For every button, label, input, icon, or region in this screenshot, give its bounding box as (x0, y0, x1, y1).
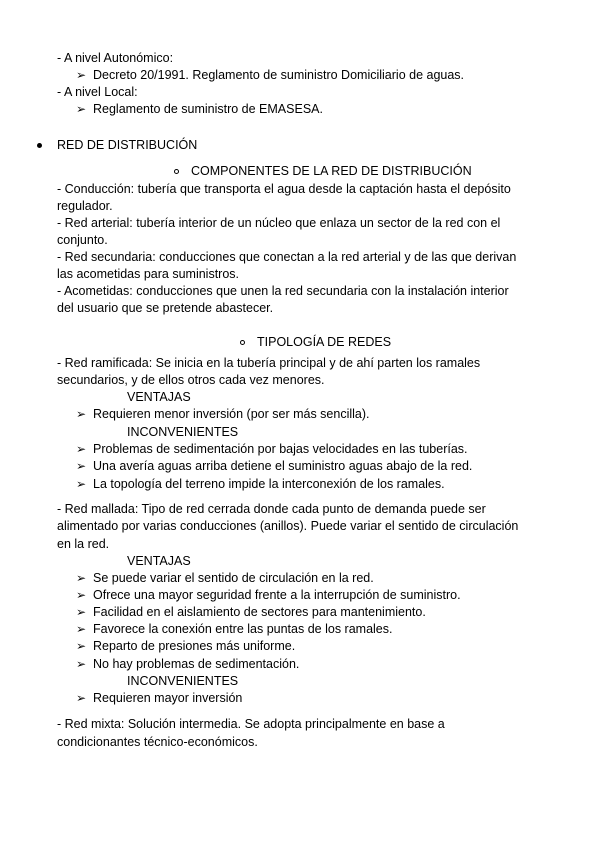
mallada-desc: alimentado por varias conducciones (anillos). Puede variar el sentido de circulación (57, 519, 519, 533)
mallada-desc: - Red mallada: Tipo de red cerrada donde cada punto de demanda puede ser (57, 502, 486, 516)
component-line: - Conducción: tubería que transporta el agua desde la captación hasta el depósito (57, 182, 511, 196)
component-line: - Red arterial: tubería interior de un núcleo que enlaza un sector de la red con el (57, 216, 501, 230)
arrow-bullet-icon: ➢ (76, 407, 87, 421)
ventaja-item: Favorece la conexión entre las puntas de los ramales. (93, 622, 393, 636)
ventaja-item: Reparto de presiones más uniforme. (93, 639, 296, 653)
circle-bullet-icon (240, 340, 245, 345)
arrow-bullet-icon: ➢ (76, 68, 87, 82)
arrow-bullet-icon: ➢ (76, 588, 87, 602)
typology-heading: TIPOLOGÍA DE REDES (257, 335, 392, 349)
arrow-bullet-icon: ➢ (76, 605, 87, 619)
ramificada-desc: secundarios, y de ellos otros cada vez menores. (57, 373, 325, 387)
local-label: - A nivel Local: (57, 85, 138, 99)
ventaja-item: No hay problemas de sedimentación. (93, 657, 300, 671)
component-line: - Acometidas: conducciones que unen la red secundaria con la instalación interior (57, 284, 509, 298)
ventajas-label: VENTAJAS (127, 390, 191, 404)
component-line: las acometidas para suministros. (57, 267, 240, 281)
component-line: del usuario que se pretende abastecer. (57, 301, 274, 315)
inconveniente-item: Requieren mayor inversión (93, 691, 243, 705)
local-item: Reglamento de suministro de EMASESA. (93, 102, 323, 116)
component-line: - Red secundaria: conducciones que conectan a la red arterial y de las que derivan (57, 250, 517, 264)
arrow-bullet-icon: ➢ (76, 691, 87, 705)
inconvenientes-label: INCONVENIENTES (127, 425, 239, 439)
arrow-bullet-icon: ➢ (76, 622, 87, 636)
mixta-desc: condicionantes técnico-económicos. (57, 735, 258, 749)
autonomico-item: Decreto 20/1991. Reglamento de suministro Domiciliario de aguas. (93, 68, 465, 82)
ventaja-item: Ofrece una mayor seguridad frente a la interrupción de suministro. (93, 588, 461, 602)
ventaja-item: Facilidad en el aislamiento de sectores para mantenimiento. (93, 605, 426, 619)
inconveniente-item: Problemas de sedimentación por bajas velocidades en las tuberías. (93, 442, 468, 456)
autonomico-label: - A nivel Autonómico: (57, 51, 174, 65)
arrow-bullet-icon: ➢ (76, 571, 87, 585)
arrow-bullet-icon: ➢ (76, 459, 87, 473)
arrow-bullet-icon: ➢ (76, 102, 87, 116)
mallada-desc: en la red. (57, 537, 110, 551)
ventaja-item: Requieren menor inversión (por ser más sencilla). (93, 407, 370, 421)
inconveniente-item: Una avería aguas arriba detiene el suministro aguas abajo de la red. (93, 459, 473, 473)
inconvenientes-label: INCONVENIENTES (127, 674, 239, 688)
component-line: regulador. (57, 199, 113, 213)
circle-bullet-icon (174, 169, 179, 174)
section-title: RED DE DISTRIBUCIÓN (57, 138, 198, 152)
arrow-bullet-icon: ➢ (76, 657, 87, 671)
mixta-desc: - Red mixta: Solución intermedia. Se adopta principalmente en base a (57, 717, 445, 731)
arrow-bullet-icon: ➢ (76, 639, 87, 653)
ramificada-desc: - Red ramificada: Se inicia en la tubería principal y de ahí parten los ramales (57, 356, 481, 370)
arrow-bullet-icon: ➢ (76, 442, 87, 456)
bullet-icon (37, 143, 42, 148)
components-heading: COMPONENTES DE LA RED DE DISTRIBUCIÓN (191, 164, 472, 178)
inconveniente-item: La topología del terreno impide la interconexión de los ramales. (93, 477, 445, 491)
ventajas-label: VENTAJAS (127, 554, 191, 568)
component-line: conjunto. (57, 233, 108, 247)
arrow-bullet-icon: ➢ (76, 477, 87, 491)
ventaja-item: Se puede variar el sentido de circulación en la red. (93, 571, 374, 585)
